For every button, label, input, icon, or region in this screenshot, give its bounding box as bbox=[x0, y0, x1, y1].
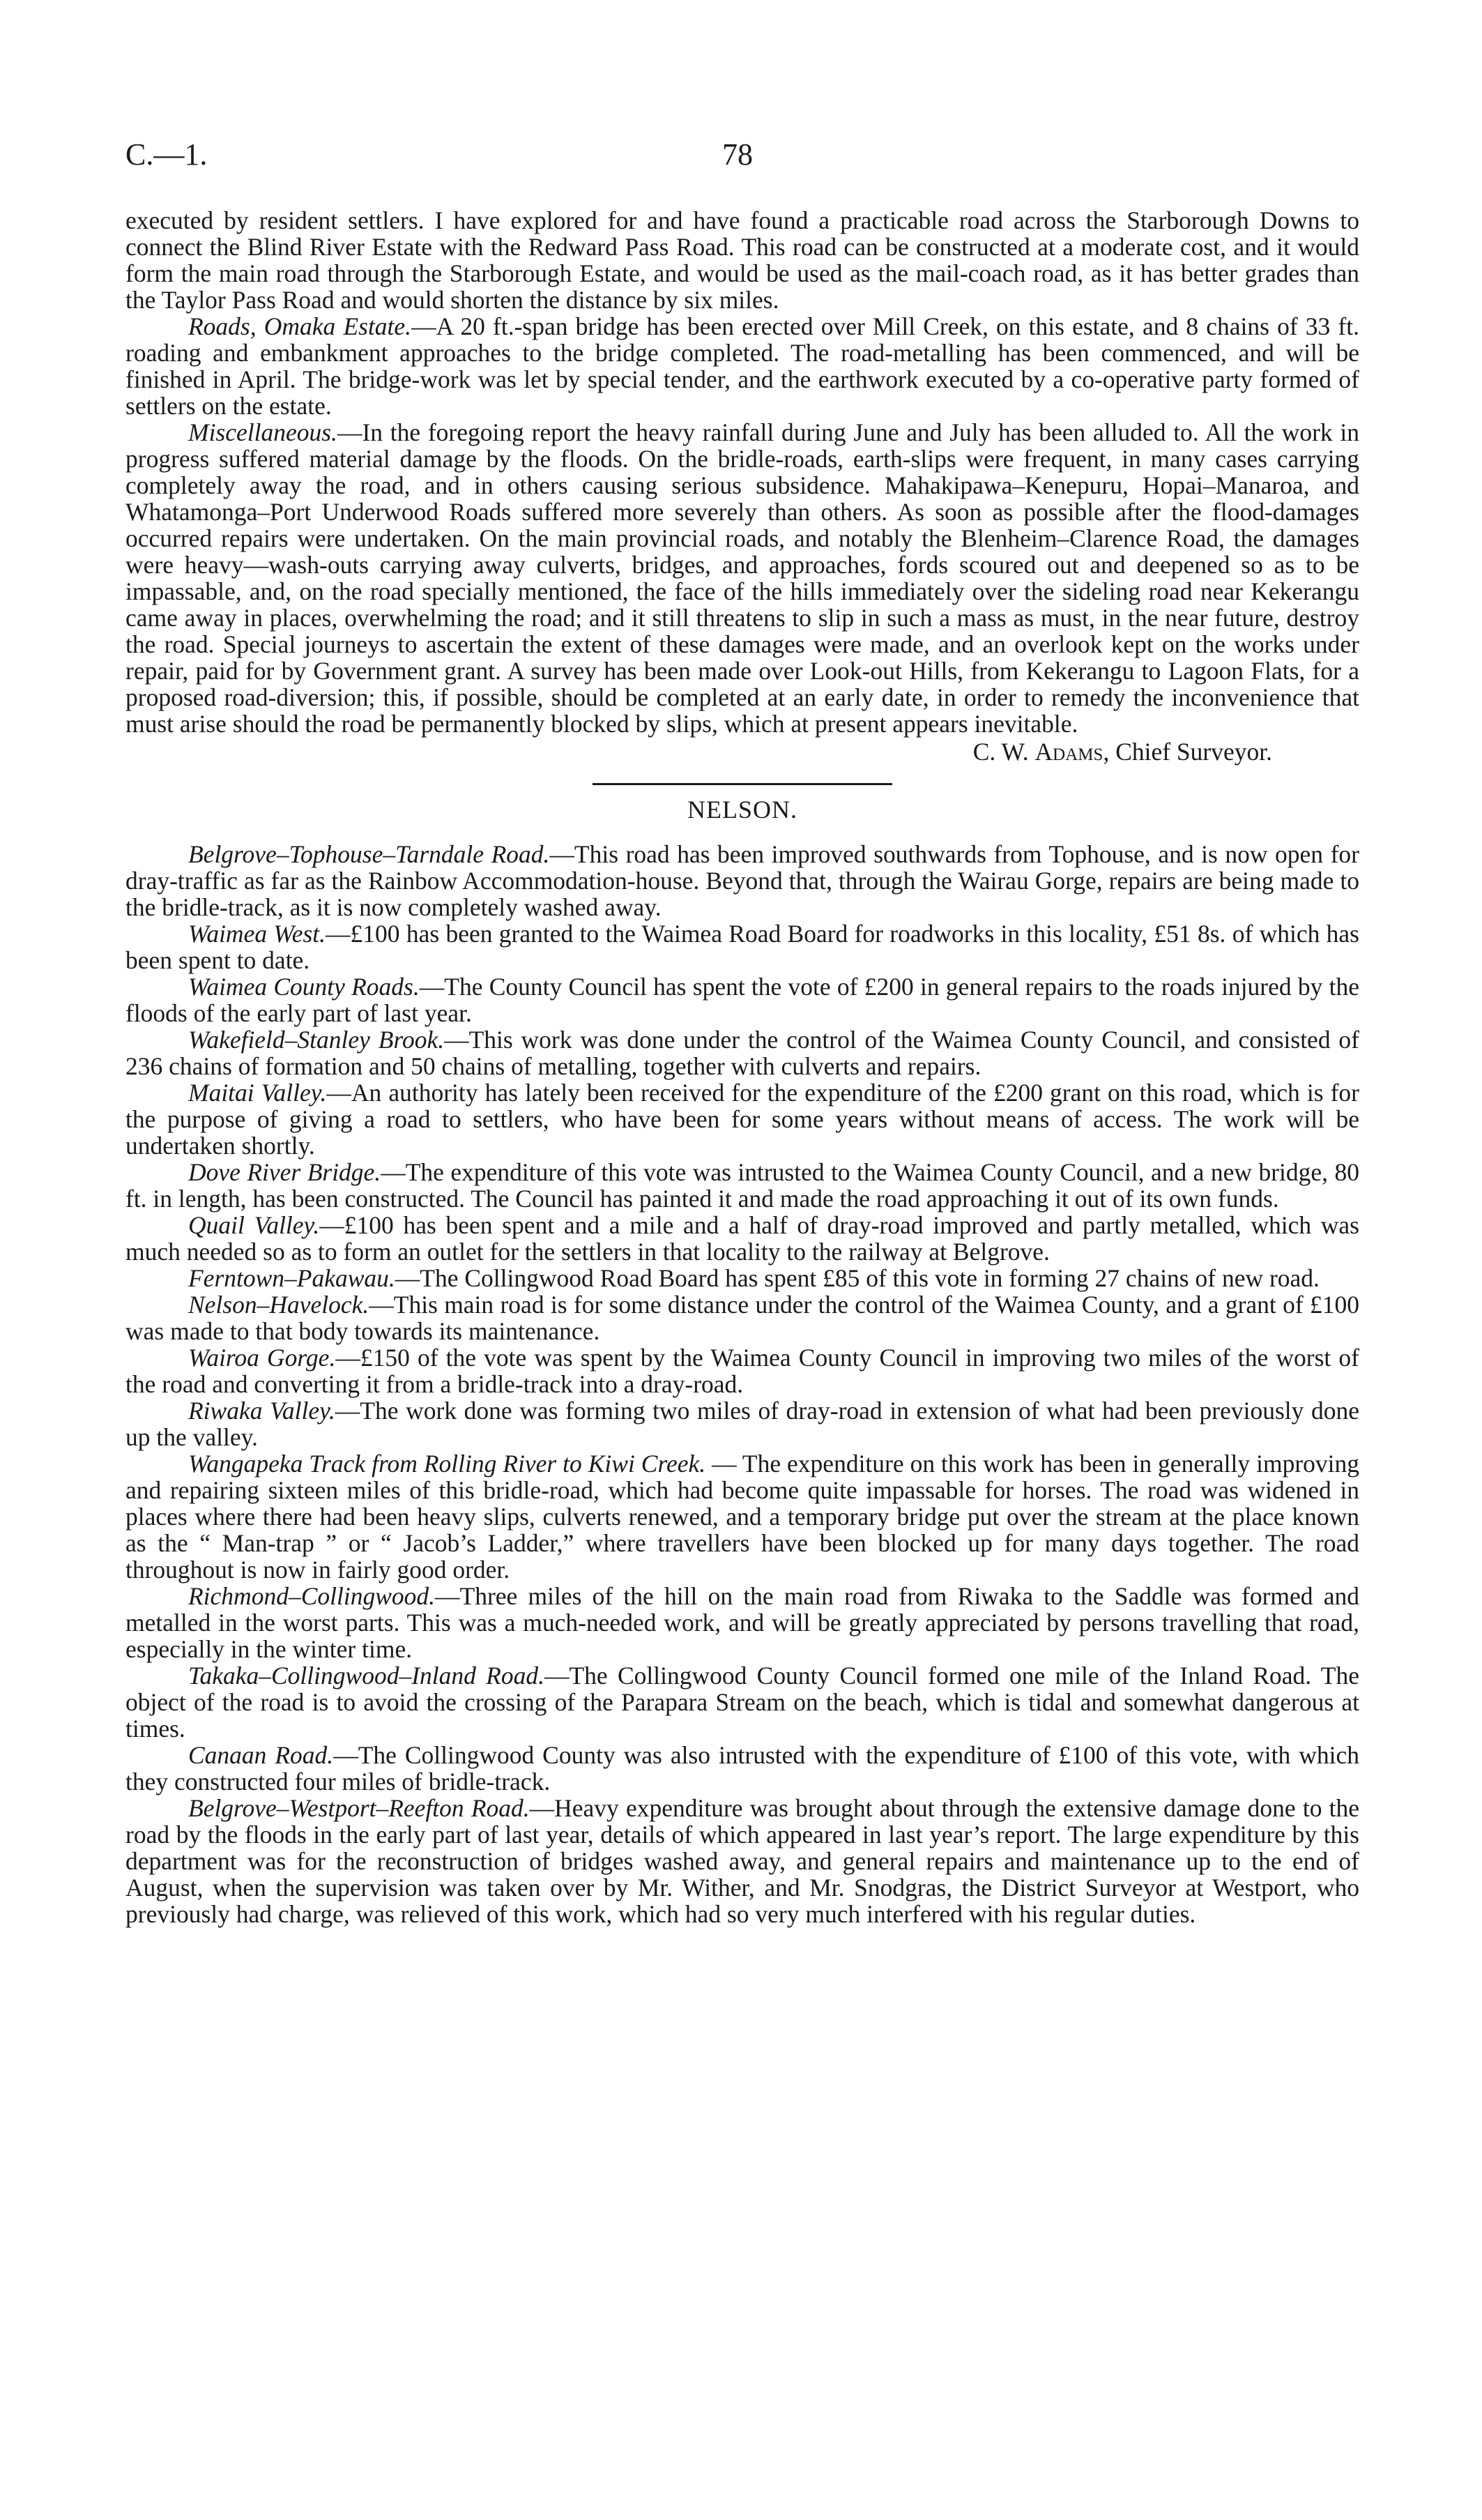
paragraph-body: — The expenditure on this work has been in generally improving and repairing sixteen miles of this bridle-road, which had become quite impassable for horses. The road was widened in places where there had been heavy slips, culverts renewed, and a temporary bridge put over the stream at the place known as the “ Man-trap ” or “ Jacob’s Ladder,” where travellers have been blocked up for many days together. The road throughout is now in fairly good order. bbox=[125, 1449, 1360, 1584]
paragraph-waimea-county-roads bbox=[125, 973, 1359, 1026]
paragraph-body: —This road has been improved southwards from Tophouse, and is now open for dray-traffic as far as the Rainbow Accommodation-house. Beyond that, through the Wairau Gorge, repairs are being made to the bridle-track, as it is now completely washed away. bbox=[125, 840, 1359, 922]
section-title-nelson: NELSON. bbox=[687, 795, 797, 823]
paragraph-body: —An authority has lately been received for the expenditure of the £200 grant on this road, which is for the purpose of giving a road to settlers, who have been for some years without means of access. The work will be undertaken shortly. bbox=[125, 1079, 1359, 1160]
paragraph-body: —The Collingwood Road Board has spent £85 of this vote in forming 27 chains of new road. bbox=[395, 1263, 1320, 1292]
paragraph-richmond-collingwood bbox=[125, 1583, 1359, 1662]
intro-paragraph: executed by resident settlers. I have explored for and have found a practicable road across the Starborough Downs to connect the Blind River Estate with the Redward Pass Road. This road can be constructed at a moderate cost, and it would form the main road through the Starborough Estate, and would be used as the mail-coach road, as it has better grades than the Taylor Pass Road and would shorten the distance by six miles. bbox=[125, 206, 1359, 314]
paragraph-heading: Wairoa Gorge. bbox=[188, 1343, 336, 1372]
paragraph-miscellaneous bbox=[125, 419, 1359, 737]
document-code: C.—1. bbox=[125, 137, 208, 172]
paragraph-body: —£100 has been spent and a mile and a half of dray-road improved and partly metalled, which was much needed so as to form an outlet for the settlers in that locality to the railway at Belgrove. bbox=[125, 1210, 1359, 1266]
paragraph-belgrove-tophouse-tarndale-road bbox=[125, 841, 1359, 920]
paragraph-body: —This work was done under the control of the Waimea County Council, and consisted of 236 chains of formation and 50 chains of metalling, together with culverts and repairs. bbox=[125, 1026, 1359, 1081]
paragraph-body: —The County Council has spent the vote of £200 in general repairs to the roads injured by the floods of the early part of last year. bbox=[125, 973, 1359, 1028]
paragraph-body: —Three miles of the hill on the main road from Riwaka to the Saddle was formed and metalled in the worst parts. This was a much-needed work, and will be greatly appreciated by persons travelling that road, especially in the winter time. bbox=[125, 1581, 1359, 1663]
paragraph-heading: Richmond–Collingwood. bbox=[188, 1581, 436, 1610]
paragraph-heading: Riwaka Valley. bbox=[188, 1396, 335, 1425]
paragraph-heading: Miscellaneous. bbox=[188, 418, 337, 446]
paragraph-heading: Maitai Valley. bbox=[188, 1079, 327, 1107]
page-header bbox=[125, 137, 1359, 179]
paragraph-heading: Takaka–Collingwood–Inland Road. bbox=[188, 1661, 544, 1690]
paragraph-heading: Canaan Road. bbox=[188, 1740, 334, 1769]
paragraph-heading: Dove River Bridge. bbox=[188, 1158, 381, 1186]
marlborough-items bbox=[125, 313, 1359, 737]
signature bbox=[125, 738, 1359, 765]
paragraph-belgrove-westport-reefton-road bbox=[125, 1795, 1359, 1927]
paragraph-maitai-valley bbox=[125, 1079, 1359, 1159]
page-content bbox=[125, 207, 1359, 1927]
paragraph-body: —The Collingwood County was also intrusted with the expenditure of £100 of this vote, with which they constructed four miles of bridle-track. bbox=[125, 1740, 1359, 1796]
section-divider bbox=[593, 783, 892, 785]
signature-title: , Chief Surveyor. bbox=[1103, 737, 1272, 766]
paragraph-wairoa-gorge bbox=[125, 1344, 1359, 1397]
paragraph-body: —The work done was forming two miles of dray-road in extension of what had been previously done up the valley. bbox=[125, 1396, 1360, 1451]
nelson-items bbox=[125, 841, 1359, 1927]
paragraph-heading: Wangapeka Track from Rolling River to Kiwi Creek. bbox=[188, 1449, 706, 1478]
paragraph-body: —A 20 ft.-span bridge has been erected over Mill Creek, on this estate, and 8 chains of 33 ft. roading and embankment approaches to the bridge completed. The road-metalling has been commenced, and will be finished in April. The bridge-work was let by special tender, and the earthwork executed by a co-operative party formed of settlers on the estate. bbox=[125, 312, 1360, 420]
paragraph-heading: Wakefield–Stanley Brook. bbox=[188, 1026, 445, 1054]
paragraph-wangapeka-track bbox=[125, 1450, 1359, 1583]
paragraph-heading: Waimea West. bbox=[188, 920, 326, 948]
paragraph-takaka-collingwood-inland-road bbox=[125, 1662, 1359, 1742]
paragraph-nelson-havelock bbox=[125, 1291, 1359, 1344]
paragraph-dove-river-bridge bbox=[125, 1159, 1359, 1212]
paragraph-body: —This main road is for some distance under the control of the Waimea County, and a grant of £100 was made to that body towards its maintenance. bbox=[125, 1290, 1359, 1345]
signature-surname: Adams bbox=[1034, 737, 1103, 766]
paragraph-body: —£100 has been granted to the Waimea Road Board for roadworks in this locality, £51 8s. of which has been spent to date. bbox=[125, 920, 1359, 975]
paragraph-riwaka-valley bbox=[125, 1397, 1359, 1450]
paragraph-heading: Quail Valley. bbox=[188, 1210, 320, 1239]
paragraph-waimea-west bbox=[125, 920, 1359, 973]
paragraph-body: —£150 of the vote was spent by the Waimea County Council in improving two miles of the worst of the road and converting it from a bridle-track into a dray-road. bbox=[125, 1343, 1359, 1398]
signature-initials: C. W. bbox=[972, 737, 1029, 766]
paragraph-body: —Heavy expenditure was brought about through the extensive damage done to the road by the floods in the early part of last year, details of which appeared in last year’s report. The large expenditure by this department was for the reconstruction of bridges washed away, and general repairs and maintenance up to the end of August, when the supervision was taken over by Mr. Wither, and Mr. Snodgras, the District Surveyor at Westport, who previously had charge, was relieved of this work, which had so very much interfered with his regular duties. bbox=[125, 1793, 1360, 1928]
paragraph-wakefield-stanley-brook bbox=[125, 1026, 1359, 1079]
paragraph-heading: Roads, Omaka Estate. bbox=[188, 312, 412, 340]
paragraph-heading: Ferntown–Pakawau. bbox=[188, 1263, 395, 1292]
paragraph-ferntown-pakawau bbox=[125, 1265, 1359, 1291]
paragraph-body: —In the foregoing report the heavy rainfall during June and July has been alluded to. All the work in progress suffered material damage by the floods. On the bridle-roads, earth-slips were frequent, in many cases carrying completely away the road, and in others causing serious subsidence. Mahakipawa–Kenepuru, Hopai–Manaroa, and Whatamonga–Port Underwood Roads suffered more severely than others. As soon as possible after the flood-damages occurred repairs were undertaken. On the main provincial roads, and notably the Blenheim–Clarence Road, the damages were heavy—wash-outs carrying away culverts, bridges, and approaches, fords scoured out and deepened so as to be impassable, and, on the road specially mentioned, the face of the hills immediately over the sideling road near Kekerangu came away in places, overwhelming the road; and it still threatens to slip in such a mass as must, in the near future, destroy the road. Special journeys to ascertain the extent of these damages were made, and an overlook kept on the works under repair, paid for by Government grant. A survey has been made over Look-out Hills, from Kekerangu to Lagoon Flats, for a proposed road-diversion; this, if possible, should be completed at an early date, in order to remedy the inconvenience that must arise should the road be permanently blocked by slips, which at present appears inevitable. bbox=[125, 418, 1359, 738]
paragraph-canaan-road bbox=[125, 1742, 1359, 1795]
page-number: 78 bbox=[722, 137, 753, 172]
paragraph-body: —The Collingwood County Council formed one mile of the Inland Road. The object of the road is to avoid the crossing of the Parapara Stream on the beach, which is tidal and somewhat dangerous at times. bbox=[125, 1661, 1359, 1743]
paragraph-roads-omaka-estate bbox=[125, 313, 1359, 419]
paragraph-quail-valley bbox=[125, 1212, 1359, 1265]
paragraph-heading: Nelson–Havelock. bbox=[188, 1290, 369, 1319]
paragraph-body: —The expenditure of this vote was intrusted to the Waimea County Council, and a new bridge, 80 ft. in length, has been constructed. The Council has painted it and made the road approaching it out of its own funds. bbox=[125, 1158, 1359, 1213]
paragraph-heading: Belgrove–Tophouse–Tarndale Road. bbox=[188, 840, 550, 869]
paragraph-heading: Waimea County Roads. bbox=[188, 973, 420, 1001]
paragraph-heading: Belgrove–Westport–Reefton Road. bbox=[188, 1793, 530, 1822]
